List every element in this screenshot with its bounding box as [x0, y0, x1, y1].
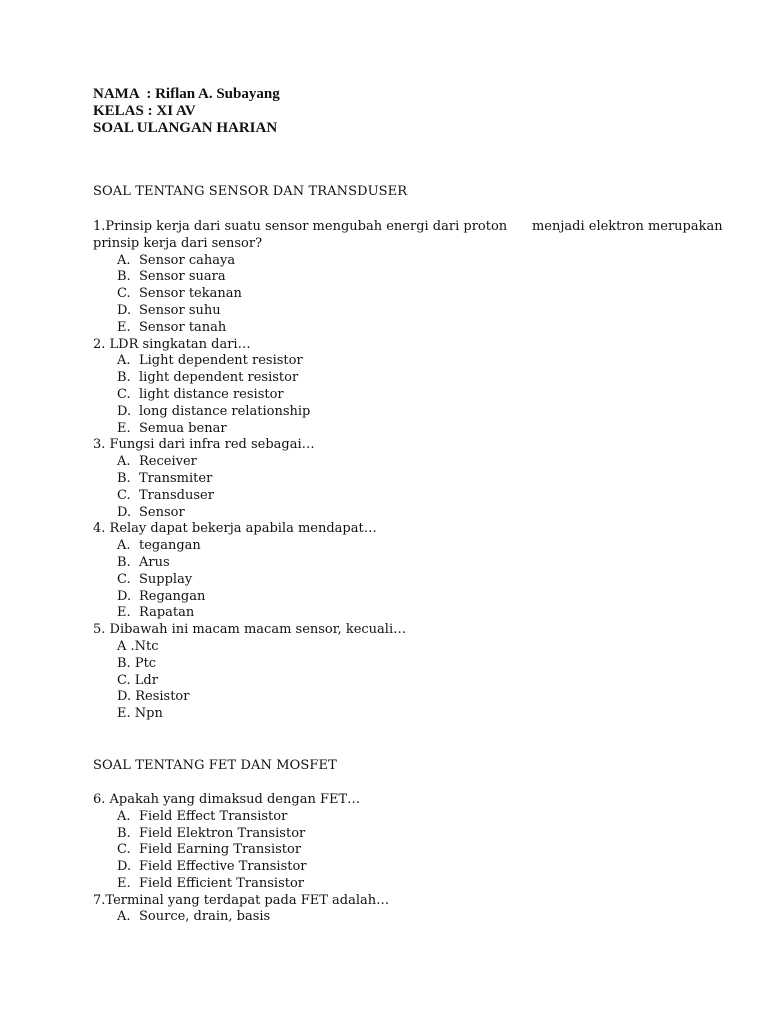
name-label: NAMA	[93, 86, 139, 102]
student-header	[93, 86, 693, 137]
option-item: B. Transmiter	[117, 470, 213, 486]
name-row: NAMA : Riflan A. Subayang	[93, 86, 280, 102]
option-item: B. light dependent resistor	[117, 370, 299, 386]
option-item: A. Light dependent resistor	[117, 353, 303, 369]
question-6-options	[93, 809, 693, 893]
class-row: KELAS : XI AV	[93, 103, 196, 119]
question-4	[93, 521, 693, 622]
question-3-options	[93, 454, 693, 521]
question-3-text: 3. Fungsi dari infra red sebagai…	[93, 437, 315, 453]
option-item: D. Sensor	[117, 504, 185, 520]
option-item: B. Sensor suara	[117, 269, 226, 285]
option-item: A .Ntc	[117, 638, 159, 654]
question-6-text: 6. Apakah yang dimaksud dengan FET…	[93, 791, 361, 807]
question-2	[93, 337, 693, 438]
section-title-fet: SOAL TENTANG FET DAN MOSFET	[93, 757, 337, 773]
option-item: C. light distance resistor	[117, 386, 284, 402]
option-item: A. tegangan	[117, 538, 201, 554]
option-item: A. Sensor cahaya	[117, 252, 236, 268]
option-item: B. Arus	[117, 554, 170, 570]
option-item: E. Rapatan	[117, 605, 195, 621]
option-item: A. Receiver	[117, 454, 197, 470]
question-2-text: 2. LDR singkatan dari…	[93, 336, 251, 352]
question-5-text: 5. Dibawah ini macam macam sensor, kecuali…	[93, 622, 407, 638]
option-item: E. Field Efficient Transistor	[117, 875, 305, 891]
question-1-options	[93, 253, 693, 337]
question-1-text-line1: 1.Prinsip kerja dari suatu sensor mengubah energi dari proton menjadi elektron merupakan	[93, 219, 723, 234]
question-7-text: 7.Terminal yang terdapat pada FET adalah…	[93, 892, 390, 908]
option-item: C. Sensor tekanan	[117, 286, 242, 302]
question-1-text-line2: prinsip kerja dari sensor?	[93, 235, 263, 251]
question-7-options	[93, 909, 693, 926]
option-item: C. Field Earning Transistor	[117, 842, 302, 858]
option-item: D. Field Effective Transistor	[117, 859, 307, 875]
question-5-options	[93, 639, 693, 723]
question-3	[93, 437, 693, 521]
class-label: KELAS	[93, 103, 144, 119]
option-item: E. Npn	[117, 706, 163, 722]
question-7	[93, 893, 693, 927]
option-item: B. Field Elektron Transistor	[117, 825, 306, 841]
name-value: Riflan A. Subayang	[155, 86, 280, 102]
option-item: E. Semua benar	[117, 420, 227, 436]
option-item: C. Supplay	[117, 571, 193, 587]
option-item: D. Sensor suhu	[117, 302, 221, 318]
option-item: D. long distance relationship	[117, 403, 311, 419]
option-item: D. Resistor	[117, 689, 190, 705]
question-1	[93, 219, 723, 337]
document-page	[93, 86, 723, 926]
question-5	[93, 622, 693, 723]
option-item: C. Transduser	[117, 487, 214, 503]
option-item: D. Regangan	[117, 588, 206, 604]
question-4-text: 4. Relay dapat bekerja apabila mendapat…	[93, 521, 377, 537]
option-item: A. Source, drain, basis	[117, 909, 271, 925]
option-item: C. Ldr	[117, 672, 158, 688]
class-value: XI AV	[156, 103, 196, 119]
question-2-options	[93, 353, 693, 437]
question-6	[93, 792, 693, 893]
question-4-options	[93, 538, 693, 622]
option-item: A. Field Effect Transistor	[117, 808, 288, 824]
exam-title: SOAL ULANGAN HARIAN	[93, 120, 278, 136]
option-item: B. Ptc	[117, 655, 157, 671]
section-title-sensor: SOAL TENTANG SENSOR DAN TRANSDUSER	[93, 184, 408, 199]
option-item: E. Sensor tanah	[117, 319, 227, 335]
